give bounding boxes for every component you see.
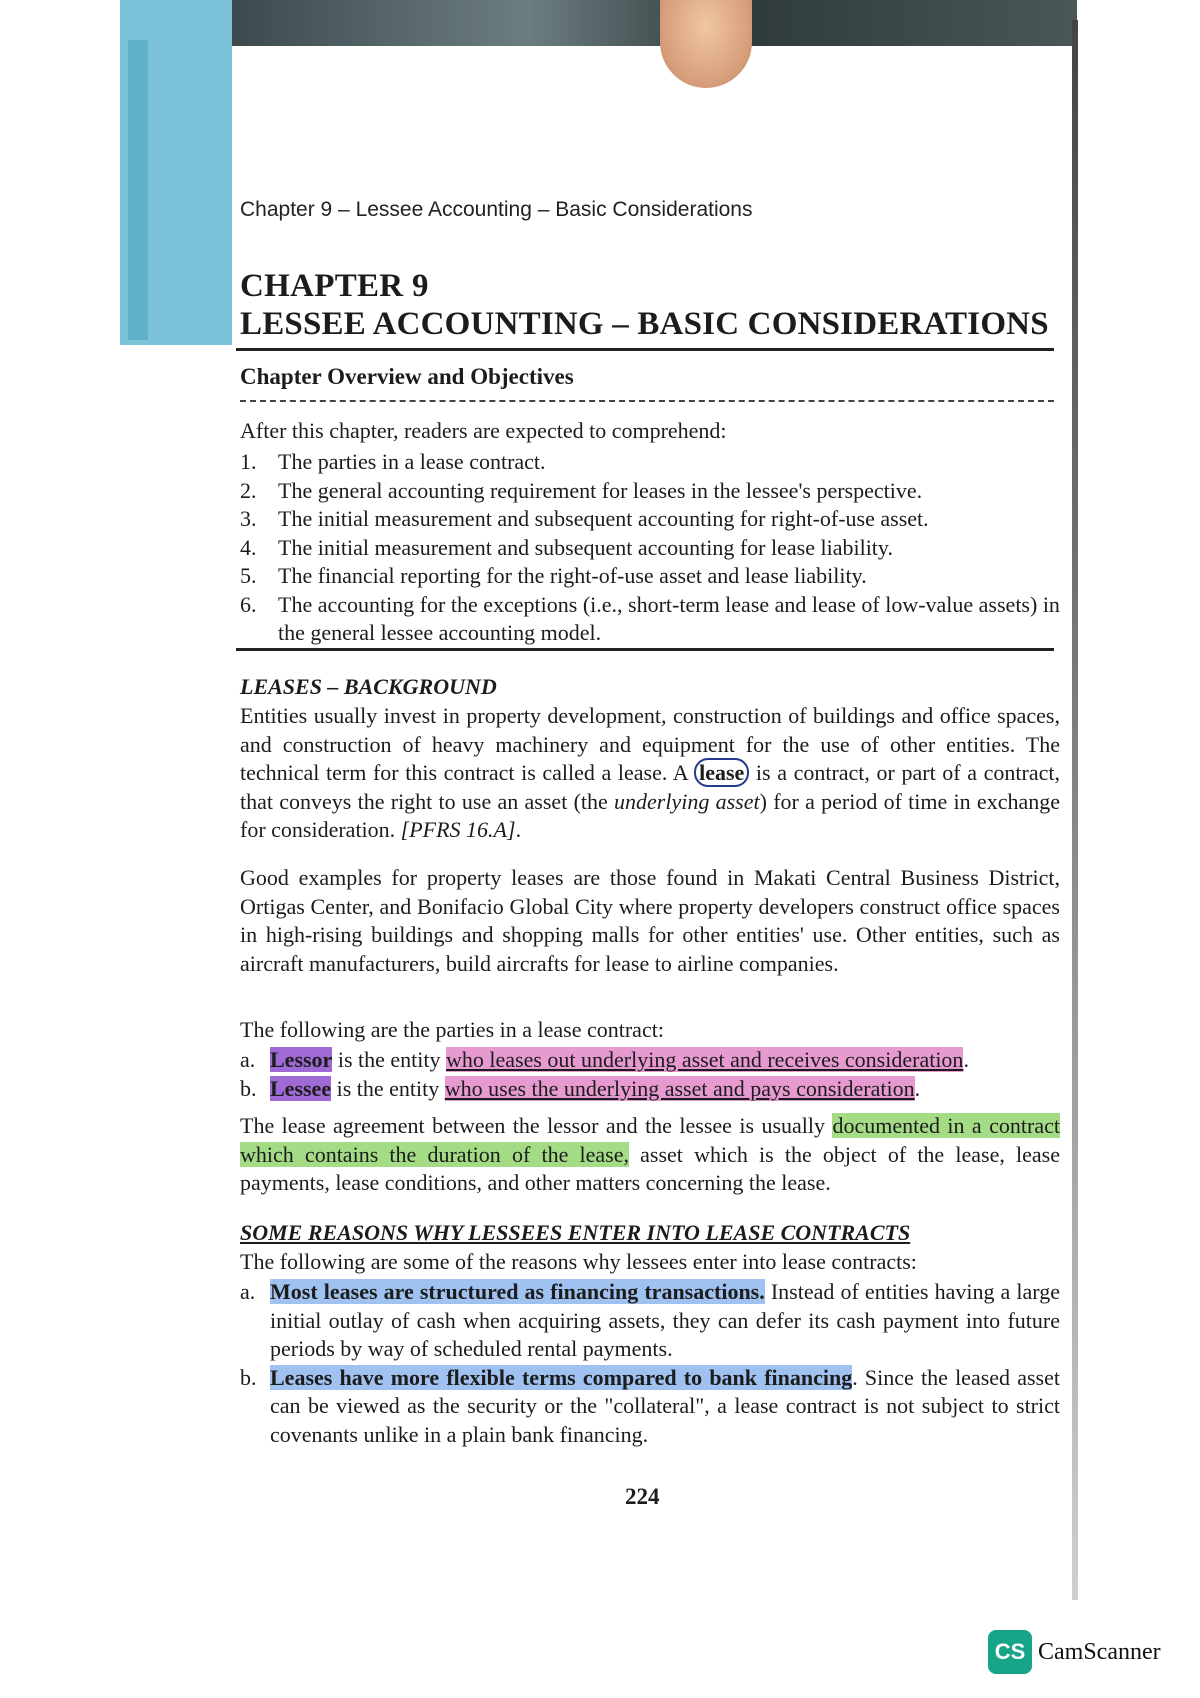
overview-intro: After this chapter, readers are expected to comprehend: (240, 418, 727, 443)
finger-holding-page (660, 0, 752, 88)
party-item-lessor: a. Lessor is the entity who leases out underlying asset and receives consideration. (240, 1047, 969, 1072)
objective-item: 4. The initial measurement and subsequent accounting for lease liability. (240, 534, 893, 560)
photo-background-top (232, 0, 1077, 46)
title-rule (236, 348, 1054, 351)
objective-item: 3. The initial measurement and subsequent accounting for right-of-use asset. (240, 506, 929, 531)
objective-item: 6. The accounting for the exceptions (i.e., short-term lease and lease of low-value assets) in the general lessee accounting model. (240, 591, 1060, 645)
lease-agreement-paragraph: The lease agreement between the lessor and the lessee is usually documented in a contract which contains the duration of the lease, asset which is the object of the lease, lease payments, lease conditions, and other matters concerning the lease. (240, 1113, 1060, 1195)
page-edge-shadow (1072, 20, 1078, 1600)
parties-list (240, 1046, 1060, 1103)
reasons-intro: The following are some of the reasons why lessees enter into lease contracts: (240, 1249, 917, 1274)
chapter-title: LESSEE ACCOUNTING – BASIC CONSIDERATIONS (240, 306, 1049, 342)
overview-dashed-rule (240, 400, 1054, 402)
objective-item: 5. The financial reporting for the right-of-use asset and lease liability. (240, 563, 867, 588)
reason-item: b. Leases have more flexible terms compared to bank financing. Since the leased asset can be viewed as the security or the "collateral", a lease contract is not subject to strict covenants unlike in a plain bank financing. (240, 1364, 1060, 1447)
page-number: 224 (625, 1484, 660, 1509)
camscanner-label: CamScanner (1038, 1638, 1161, 1665)
reason-item: a. Most leases are structured as financing transactions. Instead of entities having a large initial outlay of cash when acquiring assets, they can defer its cash payment into future periods by way of scheduled rental payments. (240, 1279, 1060, 1361)
camscanner-watermark (988, 1630, 1161, 1674)
parties-intro: The following are the parties in a lease contract: (240, 1017, 664, 1042)
lease-circled-term: lease (694, 758, 749, 787)
objectives-list (240, 448, 1060, 648)
overview-heading: Chapter Overview and Objectives (240, 364, 574, 389)
reasons-heading: SOME REASONS WHY LESSEES ENTER INTO LEASE CONTRACTS (240, 1220, 911, 1245)
chapter-number: CHAPTER 9 (240, 268, 429, 304)
objective-item: 1. The parties in a lease contract. (240, 449, 546, 474)
camscanner-logo-icon: CS (988, 1630, 1032, 1674)
reasons-list (240, 1278, 1060, 1449)
sticky-tab-shadow (128, 40, 148, 340)
leases-background-heading: LEASES – BACKGROUND (240, 674, 497, 699)
objective-item: 2. The general accounting requirement for leases in the lessee's perspective. (240, 477, 923, 503)
background-paragraph-1: Entities usually invest in property development, construction of buildings and office spaces, and construction of heavy machinery and equipment for the use of other entities. The technical term for this contract is called a lease. A lease is a contract, or part of a contract, that conveys the right to use an asset (the underlying asset) for a period of time in exchange for consideration. [PFRS 16.A]. (240, 703, 1060, 842)
objectives-rule (236, 648, 1054, 651)
running-head: Chapter 9 – Lessee Accounting – Basic Considerations (240, 198, 753, 221)
party-item-lessee: b. Lessee is the entity who uses the underlying asset and pays consideration. (240, 1075, 921, 1101)
background-paragraph-2: Good examples for property leases are those found in Makati Central Business District, Ortigas Center, and Bonifacio Global City where property developers construct office spaces in high-rising buildings and shopping malls for other entities' use. Other entities, such as aircraft manufacturers, build aircrafts for lease to airline companies. (240, 865, 1060, 976)
